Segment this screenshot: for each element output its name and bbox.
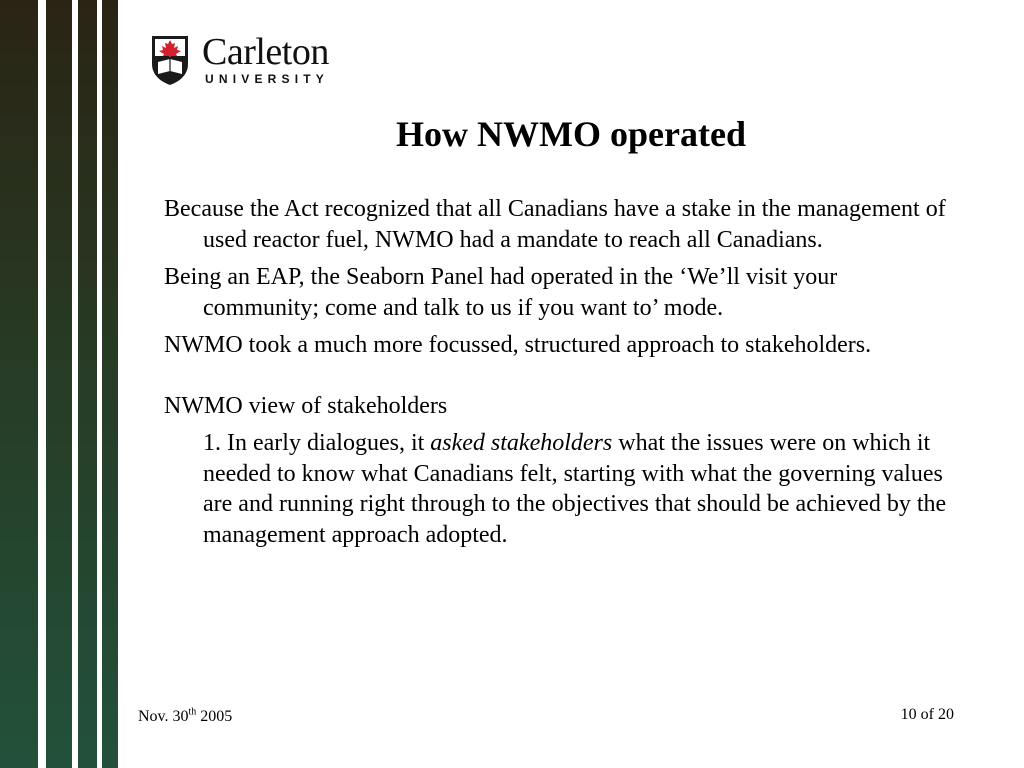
page-number: 10 of 20 <box>900 706 954 723</box>
maple-leaf-shield-icon <box>150 34 190 86</box>
logo-wordmark: Carleton <box>202 31 329 73</box>
band-stripe <box>97 0 102 768</box>
slide-title: How NWMO operated <box>396 114 746 154</box>
section-heading: NWMO view of stakeholders <box>164 392 448 419</box>
numbered-point <box>164 428 954 550</box>
band-stripe <box>38 0 46 768</box>
point-emphasis: asked stakeholders <box>430 430 613 456</box>
point-prefix: 1. In early dialogues, it <box>203 430 431 456</box>
date-year: 2005 <box>196 708 233 725</box>
footer-date <box>138 708 232 726</box>
body-paragraph: Because the Act recognized that all Canadians have a stake in the management of used reactor fuel, NWMO had a mandate to reach all Canadians. <box>164 196 946 253</box>
band-stripe <box>72 0 78 768</box>
university-logo <box>150 31 360 90</box>
body-paragraph: NWMO took a much more focussed, structured approach to stakeholders. <box>164 332 872 358</box>
date-main: Nov. 30 <box>138 708 189 725</box>
body-paragraph: Being an EAP, the Seaborn Panel had operated in the ‘We’ll visit your community; come and talk to us if you want to’ mode. <box>164 264 838 321</box>
slide-body <box>164 194 954 557</box>
date-suffix: th <box>188 706 197 718</box>
logo-subtitle: UNIVERSITY <box>205 72 330 86</box>
left-decorative-band <box>0 0 118 768</box>
point-text: what the issues were on which it needed to know what Canadians felt, starting with what the governing values are and running right through to the objectives that should be achieved by the management approach adopted. <box>203 430 947 548</box>
